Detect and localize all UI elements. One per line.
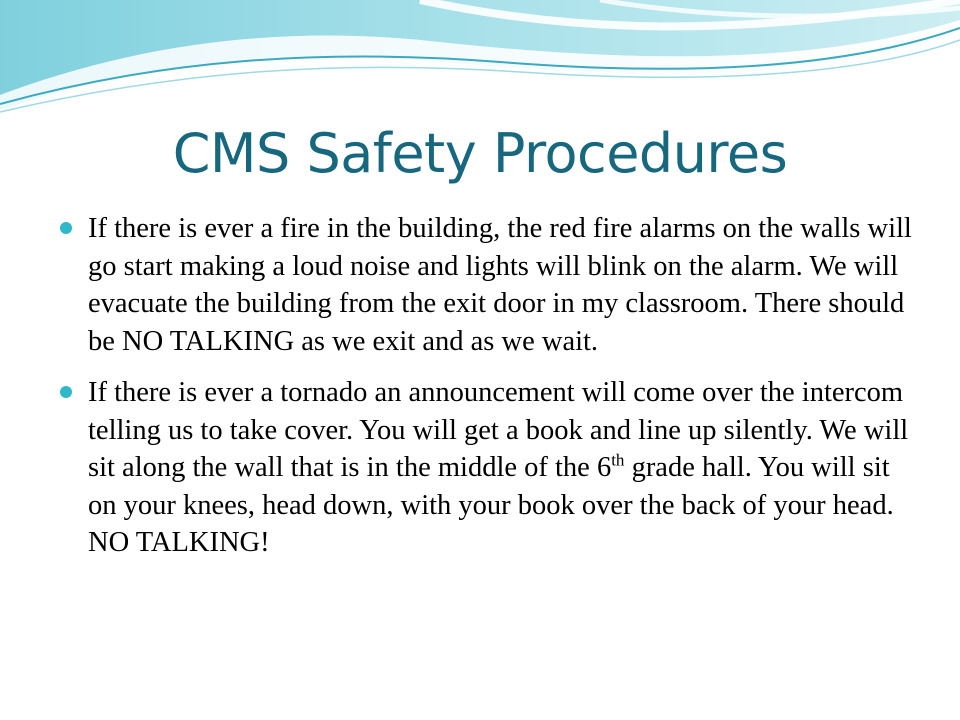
bullet-dot-icon: [60, 222, 72, 234]
bullet-list: [60, 210, 920, 576]
bullet-text-fire: If there is ever a fire in the building, the red fire alarms on the walls will go start making a loud noise and lights will blink on the alarm. We will evacuate the building from the exit door in my classroom. There should be NO TALKING as we exit and as we wait.: [88, 213, 912, 357]
bullet-item-fire: [60, 210, 920, 360]
bullet-dot-icon: [60, 386, 72, 398]
bullet-text-tornado-part1: If there is ever a tornado an announcement will come over the intercom telling us to take cover. You will get a book and line up silently. We will sit along the wall that is in the middle of the 6: [88, 377, 909, 483]
ordinal-superscript: th: [611, 450, 625, 470]
bullet-text-tornado-part2: grade hall. You will sit on your knees, head down, with your book over the back of your head. NO TALKING!: [88, 452, 894, 558]
slide-title: CMS Safety Procedures: [172, 122, 788, 185]
header-wave-decoration: [0, 0, 960, 130]
bullet-item-tornado: [60, 374, 920, 562]
